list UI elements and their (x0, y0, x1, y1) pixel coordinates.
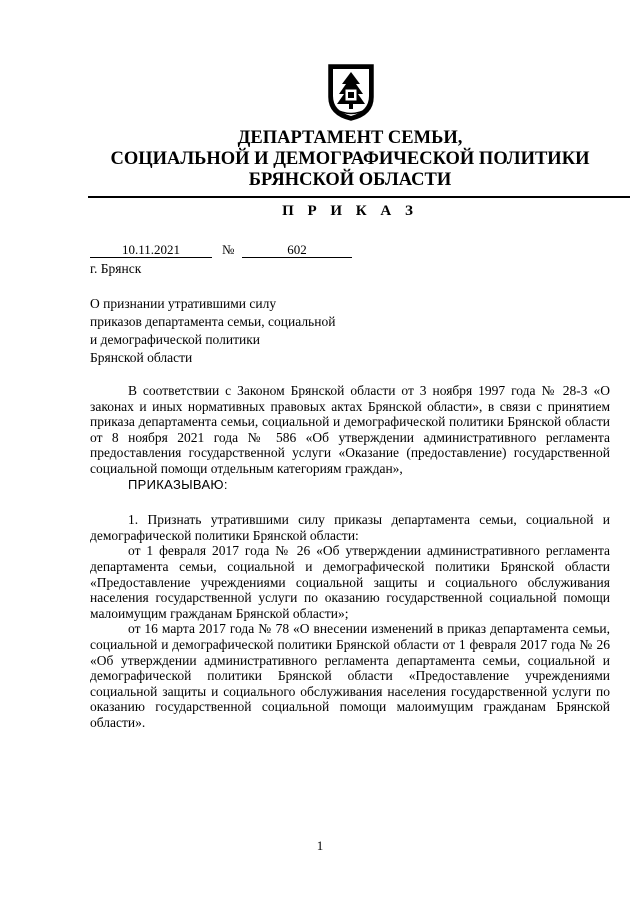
page-number: 1 (316, 838, 324, 853)
order-word: ПРИКАЗЫВАЮ: (128, 476, 228, 492)
order-subject (90, 295, 335, 367)
org-line-2: СОЦИАЛЬНОЙ И ДЕМОГРАФИЧЕСКОЙ ПОЛИТИКИ (110, 149, 590, 169)
preamble-paragraph: В соответствии с Законом Брянской области от 3 ноября 1997 года № 28-З «О законах и иных нормативных правовых актах Брянской области», в связи с принятием приказа департамента семьи, социальной и демографической политики Брянской области от 8 ноября 2021 года № 586 «Об утверждении административного регламента предоставления государственной услуги «Оказание (предоставление) государственной социальной помощи отдельным категориям граждан», (90, 383, 610, 476)
item-1-paragraph: 1. Признать утратившими силу приказы департамента семьи, социальной и демографической политики Брянской области: (90, 512, 610, 543)
number-sign: № (222, 242, 235, 257)
document-body (90, 383, 610, 730)
header-divider (88, 196, 630, 198)
order-number: 602 (242, 242, 352, 258)
subject-line-4: Брянской области (90, 350, 193, 365)
item-1a-paragraph: от 1 февраля 2017 года № 26 «Об утверждении административного регламента департамента семьи, социальной и демографической политики Брянской области «Предоставление учреждениями социальной защиты и социального обслуживания населения государственной услуги по оказанию государственной социальной помощи малоимущим гражданам Брянской области»; (90, 543, 610, 621)
coat-of-arms-icon (327, 63, 375, 121)
org-line-3: БРЯНСКОЙ ОБЛАСТИ (248, 170, 452, 190)
order-date: 10.11.2021 (90, 242, 212, 258)
subject-line-1: О признании утратившими силу (90, 296, 277, 311)
org-line-1: ДЕПАРТАМЕНТ СЕМЬИ, (237, 128, 463, 148)
document-type-title: П Р И К А З (282, 203, 418, 219)
subject-line-2: приказов департамента семьи, социальной (90, 314, 336, 329)
organization-name (90, 128, 610, 191)
subject-line-3: и демографической политики (90, 332, 261, 347)
city: г. Брянск (90, 261, 142, 276)
item-1b-paragraph: от 16 марта 2017 года № 78 «О внесении изменений в приказ департамента семьи, социальной и демографической политики Брянской области от 1 февраля 2017 года № 26 «Об утверждении административного регламента департамента семьи, социальной и демографической политики Брянской области «Предоставление учреждениями социальной защиты и социального обслуживания населения государственной услуги по оказанию государственной социальной помощи малоимущим гражданам Брянской области». (90, 621, 610, 730)
